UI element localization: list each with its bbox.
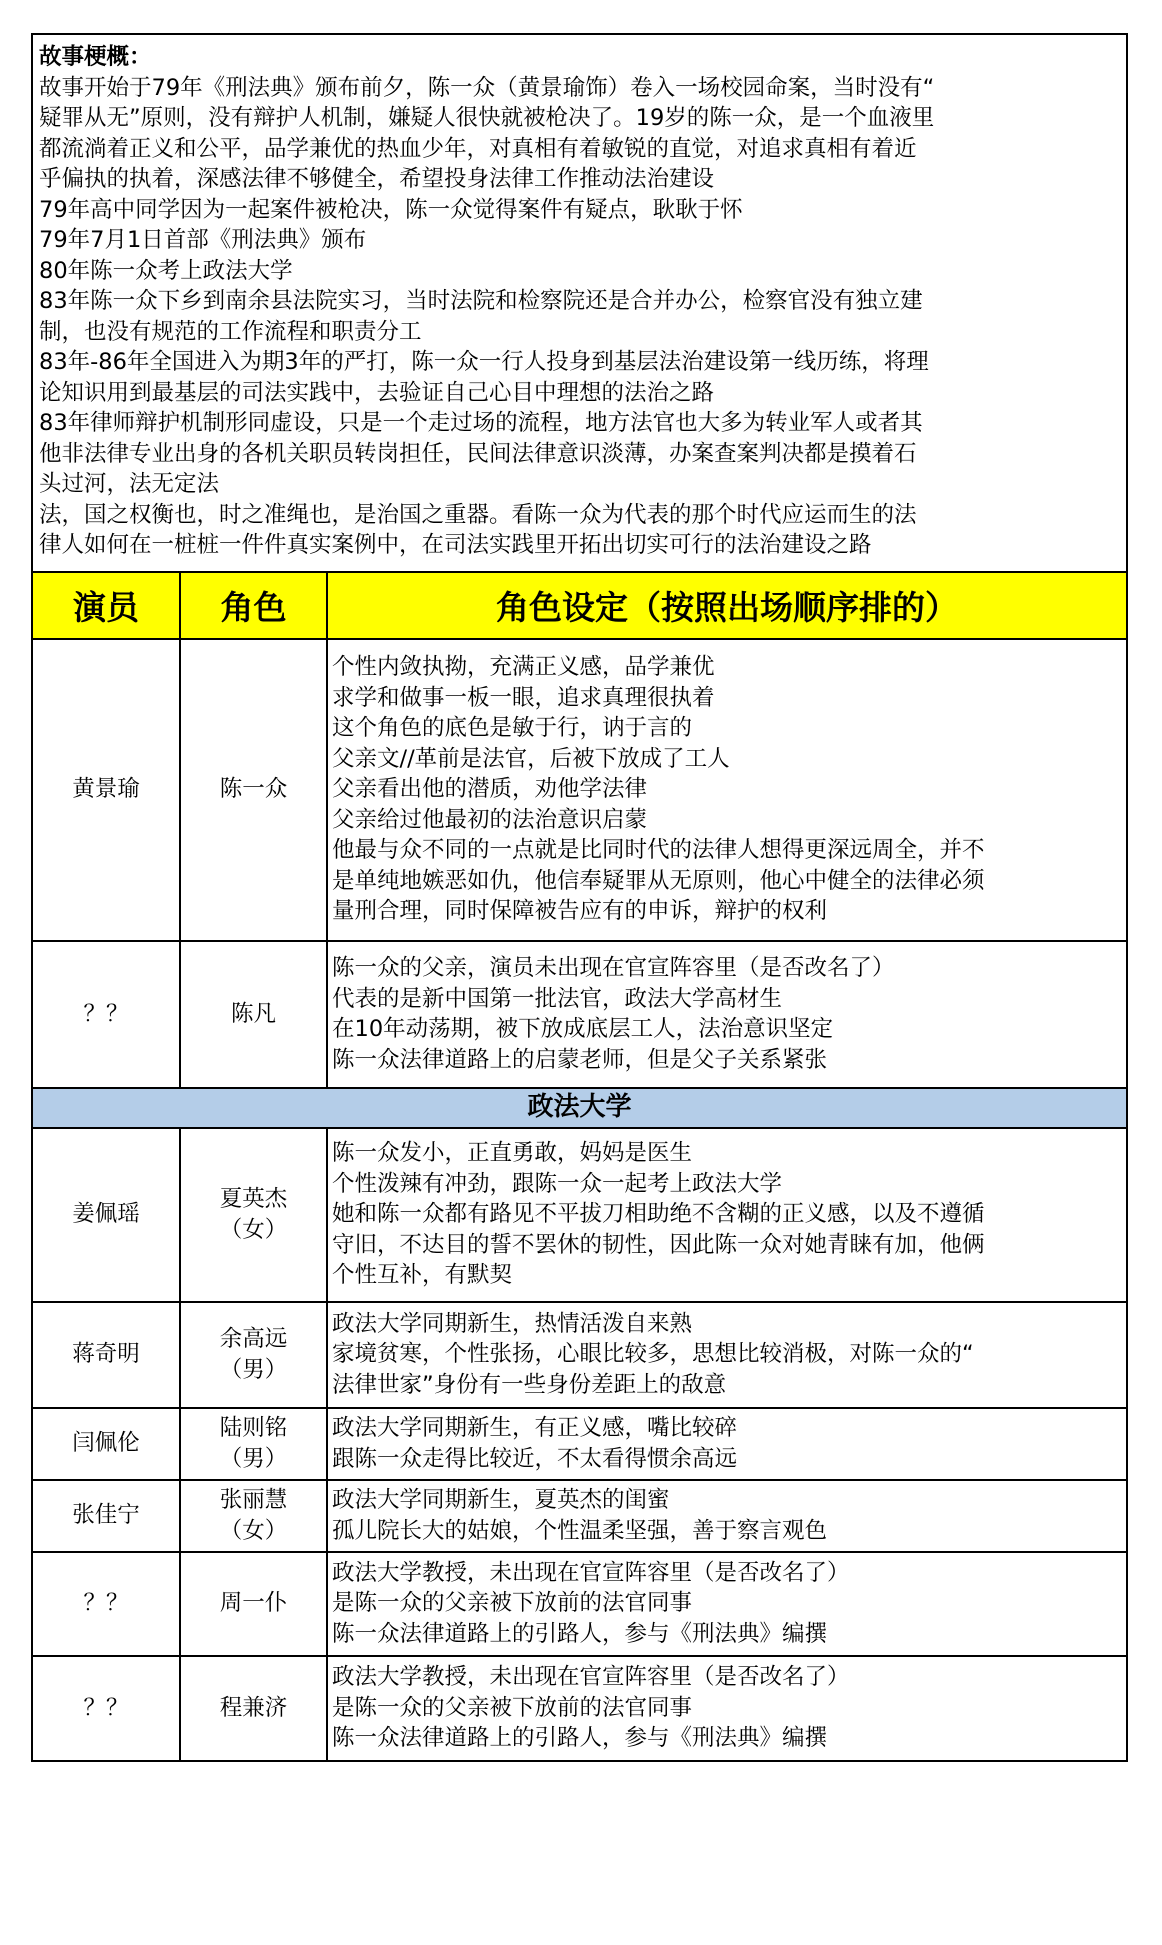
desc-line: 陈一众法律道路上的启蒙老师，但是父子关系紧张: [332, 1046, 828, 1073]
desc-line: 个性互补，有默契: [332, 1262, 513, 1289]
actor-cell[interactable]: ？？: [33, 1656, 180, 1760]
desc-line: 政法大学同期新生，夏英杰的闺蜜: [332, 1487, 670, 1513]
role-gender-note: （女）: [219, 1216, 288, 1243]
desc-line: 法律世家”身份有一些身份差距上的敌意: [332, 1371, 727, 1398]
actor-cell[interactable]: 张佳宁: [33, 1480, 180, 1552]
desc-line: 父亲文//革前是法官，后被下放成了工人: [332, 745, 730, 772]
table-header-row: [33, 573, 1126, 639]
desc-line: 政法大学教授，未出现在官宣阵容里（是否改名了）: [332, 1664, 850, 1691]
desc-line: 政法大学同期新生，热情活泼自来熟: [332, 1310, 693, 1337]
synopsis-line: 83年陈一众下乡到南余县法院实习，当时法院和检察院还是合并办公，检察官没有独立建: [39, 288, 923, 314]
synopsis-title: 故事梗概：: [39, 44, 152, 70]
role-gender-note: （男）: [219, 1356, 288, 1383]
synopsis-line: 80年陈一众考上政法大学: [39, 257, 293, 284]
role-desc-cell[interactable]: [327, 1552, 1126, 1656]
role-desc-cell[interactable]: [327, 639, 1126, 941]
actor-cell[interactable]: ？？: [33, 941, 180, 1088]
synopsis-line: 79年7月1日首部《刑法典》颁布: [39, 227, 367, 253]
table-row: [33, 1480, 1126, 1552]
table-row: [33, 1128, 1126, 1302]
table-row: [33, 1656, 1126, 1760]
desc-line: 代表的是新中国第一批法官，政法大学高材生: [332, 985, 783, 1012]
synopsis-line: 83年-86年全国进入为期3年的严打，陈一众一行人投身到基层法治建设第一线历练，将理: [39, 349, 929, 375]
header-role[interactable]: 角色: [180, 573, 327, 639]
desc-line: 父亲给过他最初的法治意识启蒙: [332, 806, 648, 833]
desc-line: 陈一众的父亲，演员未出现在官宣阵容里（是否改名了）: [332, 955, 895, 981]
desc-line: 陈一众发小，正直勇敢，妈妈是医生: [332, 1140, 693, 1167]
table-row: [33, 1302, 1126, 1408]
synopsis-line: 论知识用到最基层的司法实践中，去验证自己心目中理想的法治之路: [39, 379, 715, 406]
table-row: [33, 941, 1126, 1088]
role-desc-cell[interactable]: [327, 941, 1126, 1088]
synopsis-line: 79年高中同学因为一起案件被枪决，陈一众觉得案件有疑点，耿耿于怀: [39, 196, 743, 223]
desc-line: 他最与众不同的一点就是比同时代的法律人想得更深远周全，并不: [332, 837, 985, 864]
desc-line: 是陈一众的父亲被下放前的法官同事: [332, 1590, 693, 1617]
desc-line: 父亲看出他的潜质，劝他学法律: [332, 776, 648, 803]
role-cell[interactable]: 陈一众: [180, 639, 327, 941]
desc-line: 孤儿院长大的姑娘，个性温柔坚强，善于察言观色: [332, 1517, 828, 1544]
spreadsheet-sheet: [31, 33, 1128, 1762]
table-row: [33, 639, 1126, 941]
cast-table: [33, 573, 1126, 1760]
role-cell[interactable]: [180, 1480, 327, 1552]
role-cell[interactable]: [180, 1302, 327, 1408]
synopsis-line: 83年律师辩护机制形同虚设，只是一个走过场的流程，地方法官也大多为转业军人或者其: [39, 410, 923, 436]
synopsis-line: 乎偏执的执着，深感法律不够健全，希望投身法律工作推动法治建设: [39, 166, 715, 192]
desc-line: 跟陈一众走得比较近，不太看得惯余高远: [332, 1445, 738, 1472]
desc-line: 政法大学教授，未出现在官宣阵容里（是否改名了）: [332, 1559, 850, 1586]
actor-cell[interactable]: 姜佩瑶: [33, 1128, 180, 1302]
desc-line: 政法大学同期新生，有正义感，嘴比较碎: [332, 1415, 738, 1441]
role-gender-note: （男）: [219, 1445, 288, 1472]
role-cell[interactable]: [180, 1408, 327, 1480]
table-row: [33, 1552, 1126, 1656]
role-cell[interactable]: [180, 1128, 327, 1302]
desc-line: 是单纯地嫉恶如仇，他信奉疑罪从无原则，他心中健全的法律必须: [332, 867, 985, 894]
header-role-setting[interactable]: 角色设定（按照出场顺序排的）: [327, 573, 1126, 639]
role-cell[interactable]: 程兼济: [180, 1656, 327, 1760]
desc-line: 是陈一众的父亲被下放前的法官同事: [332, 1694, 693, 1721]
synopsis-line: 头过河，法无定法: [39, 471, 220, 497]
role-gender-note: （女）: [219, 1517, 288, 1544]
actor-cell[interactable]: 黄景瑜: [33, 639, 180, 941]
synopsis-block[interactable]: [33, 35, 1126, 573]
desc-line: 个性泼辣有冲劲，跟陈一众一起考上政法大学: [332, 1170, 783, 1197]
desc-line: 家境贫寒，个性张扬，心眼比较多，思想比较消极，对陈一众的“: [332, 1341, 974, 1368]
role-name: 陆则铭: [219, 1415, 288, 1441]
synopsis-line: 法，国之权衡也，时之准绳也，是治国之重器。看陈一众为代表的那个时代应运而生的法: [39, 501, 917, 528]
desc-line: 求学和做事一板一眼，追求真理很执着: [332, 684, 715, 711]
role-name: 张丽慧: [219, 1487, 288, 1513]
actor-cell[interactable]: ？？: [33, 1552, 180, 1656]
section-row: [33, 1088, 1126, 1128]
role-desc-cell[interactable]: [327, 1408, 1126, 1480]
desc-line: 这个角色的底色是敏于行，讷于言的: [332, 715, 693, 742]
actor-cell[interactable]: 蒋奇明: [33, 1302, 180, 1408]
role-desc-cell[interactable]: [327, 1302, 1126, 1408]
role-name: 夏英杰: [219, 1186, 288, 1212]
role-cell[interactable]: 陈凡: [180, 941, 327, 1088]
desc-line: 个性内敛执拗，充满正义感，品学兼优: [332, 654, 715, 681]
synopsis-line: 律人如何在一桩桩一件件真实案例中，在司法实践里开拓出切实可行的法治建设之路: [39, 532, 872, 558]
actor-cell[interactable]: 闫佩伦: [33, 1408, 180, 1480]
role-desc-cell[interactable]: [327, 1656, 1126, 1760]
desc-line: 陈一众法律道路上的引路人，参与《刑法典》编撰: [332, 1620, 828, 1647]
section-label-university[interactable]: 政法大学: [33, 1088, 1126, 1128]
synopsis-line: 都流淌着正义和公平，品学兼优的热血少年，对真相有着敏锐的直觉，对追求真相有着近: [39, 135, 917, 162]
synopsis-line: 他非法律专业出身的各机关职员转岗担任，民间法律意识淡薄，办案查案判决都是摸着石: [39, 440, 917, 467]
synopsis-line: 故事开始于79年《刑法典》颁布前夕，陈一众（黄景瑜饰）卷入一场校园命案，当时没有“: [39, 74, 935, 101]
desc-line: 她和陈一众都有路见不平拔刀相助绝不含糊的正义感，以及不遵循: [332, 1201, 985, 1228]
desc-line: 陈一众法律道路上的引路人，参与《刑法典》编撰: [332, 1725, 828, 1752]
role-name: 余高远: [219, 1326, 288, 1352]
role-desc-cell[interactable]: [327, 1128, 1126, 1302]
desc-line: 守旧，不达目的誓不罢休的韧性，因此陈一众对她青睐有加，他俩: [332, 1231, 985, 1258]
table-row: [33, 1408, 1126, 1480]
desc-line: 量刑合理，同时保障被告应有的申诉，辩护的权利: [332, 898, 828, 925]
header-actor[interactable]: 演员: [33, 573, 180, 639]
role-cell[interactable]: 周一仆: [180, 1552, 327, 1656]
desc-line: 在10年动荡期，被下放成底层工人，法治意识坚定: [332, 1016, 834, 1042]
synopsis-line: 疑罪从无”原则，没有辩护人机制，嫌疑人很快就被枪决了。19岁的陈一众，是一个血液里: [39, 105, 935, 131]
synopsis-line: 制，也没有规范的工作流程和职责分工: [39, 318, 422, 345]
role-desc-cell[interactable]: [327, 1480, 1126, 1552]
